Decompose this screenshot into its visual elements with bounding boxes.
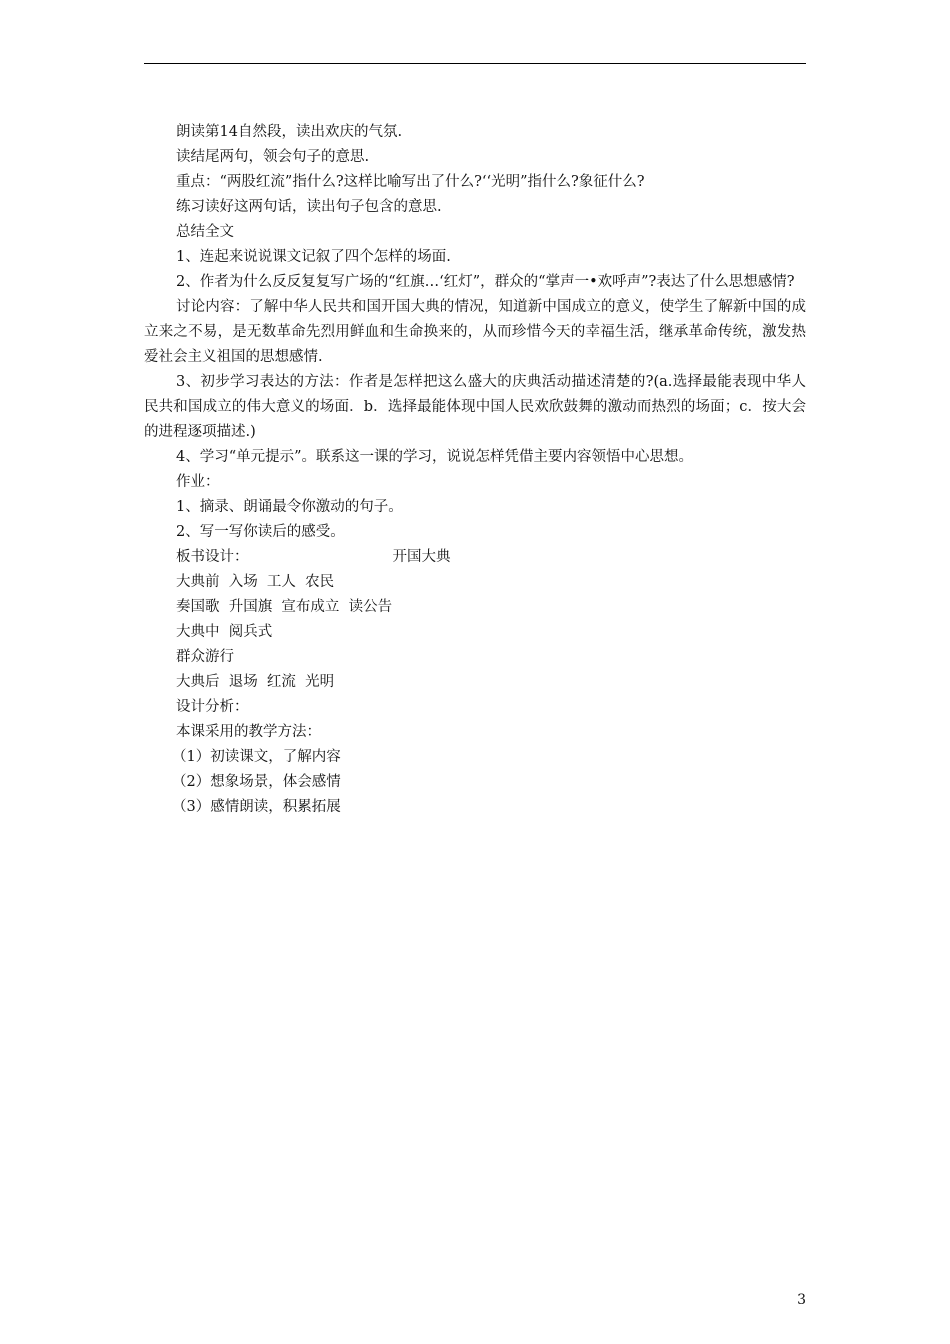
homework-item-2: 2、写一写你读后的感受。 <box>176 524 345 540</box>
paragraph-summary-2: 2、作者为什么反反复复写广场的“红旗…‘红灯”，群众的“掌声一•欢呼声”?表达了什么思想感情? <box>176 274 795 290</box>
paragraph-read-14: 朗读第14自然段，读出欢庆的气氛. <box>176 124 403 140</box>
header-rule <box>144 63 806 64</box>
board-line-anthem: 奏国歌 升国旗 宣布成立 读公告 <box>176 599 393 615</box>
paragraph-key-points: 重点：“两股红流”指什么?这样比喻写出了什么?‘‘光明”指什么?象征什么? <box>176 174 645 190</box>
board-design-title: 开国大典 <box>392 549 451 565</box>
paragraph-summary-1: 1、连起来说说课文记叙了四个怎样的场面. <box>176 249 451 265</box>
homework-heading: 作业： <box>176 474 220 490</box>
board-design-label: 板书设计： <box>176 549 249 565</box>
board-line-after: 大典后 退场 红流 光明 <box>176 674 335 690</box>
method-item-1: （1）初读课文，了解内容 <box>172 749 341 765</box>
method-item-3: （3）感情朗读，积累拓展 <box>172 799 341 815</box>
analysis-heading: 设计分析： <box>176 699 249 715</box>
homework-item-1: 1、摘录、朗诵最令你激动的句子。 <box>176 499 403 515</box>
board-line-parade: 群众游行 <box>176 649 234 665</box>
methods-heading: 本课采用的教学方法： <box>176 724 321 740</box>
board-design-line <box>144 545 806 570</box>
paragraph-read-ending: 读结尾两句，领会句子的意思. <box>176 149 370 165</box>
paragraph-summary-4: 4、学习“单元提示”。联系这一课的学习，说说怎样凭借主要内容领悟中心思想。 <box>176 449 694 465</box>
page-number: 3 <box>797 1292 806 1308</box>
document-body <box>144 120 806 820</box>
paragraph-summary-3: 3、初步学习表达的方法：作者是怎样把这么盛大的庆典活动描述清楚的?(a.选择最能表现中华人民共和国成立的伟大意义的场面．b．选择最能体现中国人民欢欣鼓舞的激动而热烈的场面；c．按大会的进程逐项描述.) <box>144 374 806 440</box>
paragraph-summary-heading: 总结全文 <box>176 224 234 240</box>
paragraph-practice-reading: 练习读好这两句话，读出句子包含的意思. <box>176 199 442 215</box>
paragraph-discussion: 讨论内容：了解中华人民共和国开国大典的情况，知道新中国成立的意义，使学生了解新中国的成立来之不易，是无数革命先烈用鲜血和生命换来的，从而珍惜今天的幸福生活，继承革命传统，激发热爱社会主义祖国的思想感情. <box>144 299 806 365</box>
board-line-before: 大典前 入场 工人 农民 <box>176 574 335 590</box>
method-item-2: （2）想象场景，体会感情 <box>172 774 341 790</box>
board-line-during: 大典中 阅兵式 <box>176 624 273 640</box>
